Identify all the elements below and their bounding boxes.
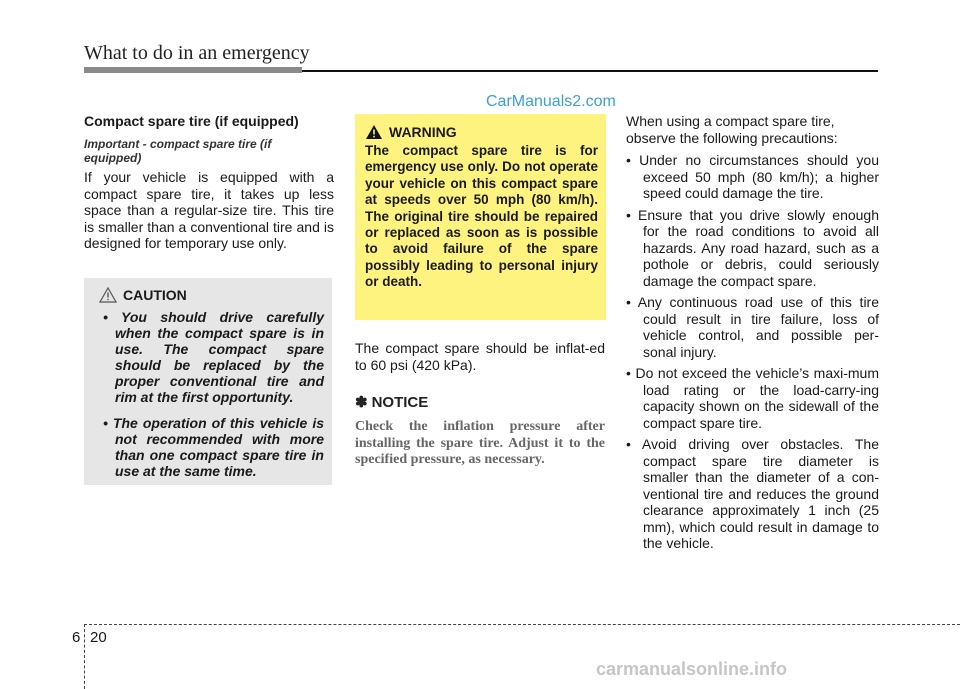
footer-dashed-divider (84, 624, 85, 689)
watermark-link-bottom[interactable]: carmanualsonline.info (596, 659, 788, 679)
caution-item: • The operation of this vehicle is not recommended with more than one compact spare tire in use at the same time. (103, 415, 324, 479)
precaution-item: • Any continuous road use of this tire could result in tire failure, loss of vehicle control, and possible per-sonal injury. (626, 294, 879, 360)
caution-list (103, 309, 324, 479)
warning-triangle-icon (365, 124, 383, 140)
column-right (626, 113, 879, 557)
watermark-link-top[interactable]: CarManuals2.com (486, 93, 616, 110)
precaution-item: • Ensure that you drive slowly enough for the road conditions to avoid all hazards. Any road hazard, such as a pothole or debris, could seriously damage the compact spare. (626, 206, 879, 289)
header-bar (84, 67, 302, 73)
precaution-item: • Do not exceed the vehicle’s maxi-mum load rating or the load-carry-ing capacity shown on the sidewall of the compact spare tire. (626, 365, 879, 431)
precaution-item: • Under no circumstances should you exceed 50 mph (80 km/h); a higher speed could damage the tire. (626, 152, 879, 201)
footer-dashed-rule (84, 624, 960, 625)
section-heading: Compact spare tire (if equipped) (84, 113, 299, 129)
notice-text: Check the inflation pressure after installing the spare tire. Adjust it to the specified pressure, as necessary. (355, 419, 605, 467)
inflation-text: The compact spare should be inflat-ed to 60 psi (420 kPa). (355, 340, 605, 373)
section-paragraph: If your vehicle is equipped with a compact spare tire, it takes up less space than a regular-size tire. This tire is smaller than a conventional tire and is designed for temporary use only. (84, 169, 334, 251)
section-header-title: What to do in an emergency (84, 42, 310, 64)
notice-title: NOTICE (371, 393, 429, 411)
precautions-intro: When using a compact spare tire, observe the following precautions: (626, 113, 838, 146)
precaution-item: • Avoid driving over obstacles. The compact spare tire diameter is smaller than the diameter of a con-ventional tire and reduces the ground clearance approximately 1 inch (25 mm), which could result in damage to the vehicle. (626, 436, 879, 551)
caution-box (84, 278, 332, 485)
page-number: 20 (90, 629, 107, 646)
column-left (84, 113, 334, 252)
precautions-list (626, 152, 879, 552)
caution-title: CAUTION (123, 287, 187, 303)
warning-header (365, 124, 598, 140)
notice-header (355, 393, 428, 411)
section-subheading: Important - compact spare tire (if equipped) (84, 137, 272, 165)
warning-title: WARNING (389, 124, 457, 140)
page-section-number: 6 (72, 629, 81, 646)
caution-header (99, 287, 324, 303)
caution-triangle-icon (99, 287, 117, 303)
warning-box (355, 114, 606, 320)
caution-item: • You should drive carefully when the compact spare is in use. The compact spare should be replaced by the proper conventional tire and rim at the first opportunity. (103, 309, 324, 405)
warning-text: The compact spare tire is for emergency use only. Do not operate your vehicle on this compact spare at speeds over 50 mph (80 km/h). The original tire should be repaired or replaced as soon as is possible to avoid failure of the spare possibly leading to personal injury or death. (365, 143, 598, 290)
header-rule (302, 70, 878, 72)
notice-star-icon: ✽ (355, 394, 368, 411)
